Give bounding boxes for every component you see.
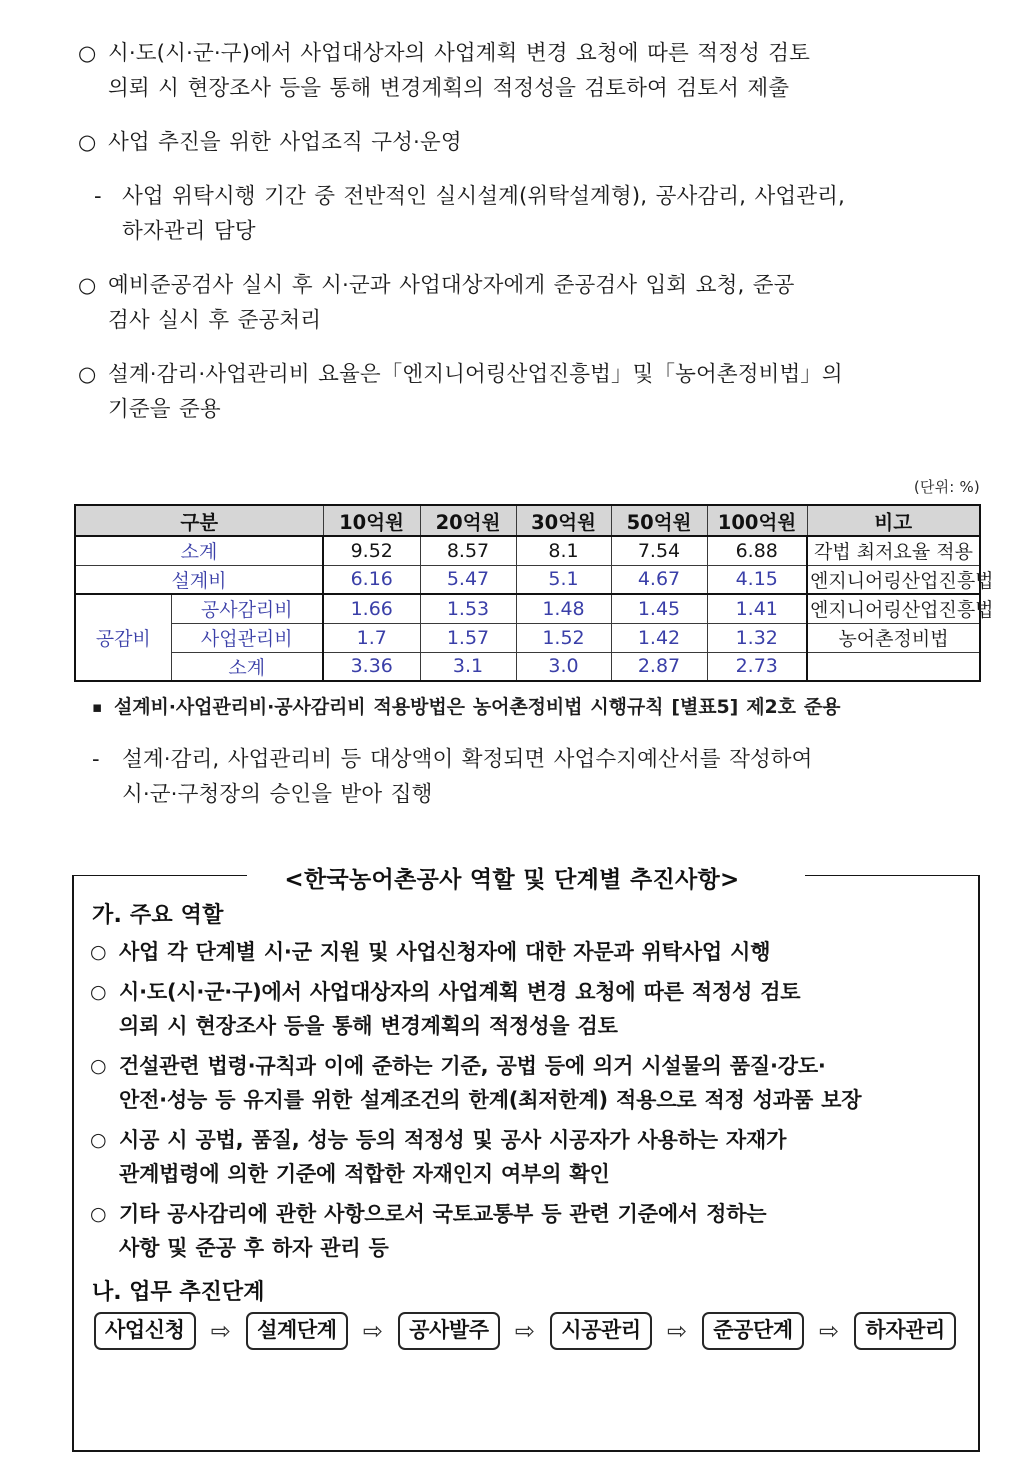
cell-value: 5.1	[516, 565, 611, 594]
header-cell-10: 10억원	[323, 505, 420, 536]
cell-remark: 엔지니어링산업진흥법	[807, 565, 980, 594]
cell-value: 7.54	[611, 536, 707, 565]
box-bullet-line-2: 사항 및 준공 후 하자 관리 등	[119, 1236, 389, 1260]
section-heading-a: 가. 주요 역할	[92, 903, 224, 928]
bullet-line-2: 검사 실시 후 준공처리	[108, 308, 322, 333]
row-label-sogye-total: 소계	[75, 536, 323, 565]
bullet-marker-circle: ○	[90, 981, 107, 1003]
cell-value: 1.45	[611, 594, 707, 623]
box-bullet-text	[119, 1049, 960, 1117]
box-bullet-text	[119, 975, 960, 1043]
cell-value: 9.52	[323, 536, 420, 565]
cell-value: 3.1	[420, 652, 516, 681]
cell-value: 1.57	[420, 623, 516, 652]
box-bullet-row	[90, 1123, 960, 1191]
flow-arrow-icon: ⇨	[210, 1317, 231, 1345]
top-bullet-section	[78, 36, 984, 427]
cell-value: 3.0	[516, 652, 611, 681]
bullet-marker-dash: -	[94, 184, 102, 208]
bullet-line-1: 예비준공검사 실시 후 시·군과 사업대상자에게 준공검사 입회 요청, 준공	[108, 273, 795, 298]
table-row	[75, 565, 980, 594]
box-bullet-text	[119, 1197, 960, 1265]
header-cell-30: 30억원	[516, 505, 611, 536]
flow-step-design[interactable]: 설계단계	[246, 1312, 348, 1350]
bullet-line-1: 시·도(시·군·구)에서 사업대상자의 사업계획 변경 요청에 따른 적정성 검토	[108, 41, 811, 66]
bullet-block	[78, 179, 984, 249]
box-bullet-line-1: 사업 각 단계별 시·군 지원 및 사업신청자에 대한 자문과 위탁사업 시행	[119, 940, 771, 964]
note-star-row	[92, 692, 982, 722]
note-line-1: 설계·감리, 사업관리비 등 대상액이 확정되면 사업수지예산서를 작성하여	[122, 747, 813, 772]
bullet-block	[78, 125, 984, 160]
cell-value: 1.48	[516, 594, 611, 623]
cell-value: 1.7	[323, 623, 420, 652]
cell-value: 4.67	[611, 565, 707, 594]
header-cell-50: 50억원	[611, 505, 707, 536]
table-row	[75, 594, 980, 623]
bullet-line-1: 설계·감리·사업관리비 요율은「엔지니어링산업진흥법」및「농어촌정비법」의	[108, 362, 843, 387]
section-a-bullets	[90, 935, 960, 1265]
boxed-section-title: <한국농어촌공사 역할 및 단계별 추진사항>	[284, 867, 740, 893]
box-bullet-row	[90, 1049, 960, 1117]
bullet-text	[108, 125, 984, 160]
table-row	[75, 623, 980, 652]
cell-remark: 각법 최저요율 적용	[807, 536, 980, 565]
bullet-block	[78, 268, 984, 338]
bullet-line-2: 기준을 준용	[108, 397, 221, 422]
section-heading-b: 나. 업무 추진단계	[92, 1280, 265, 1305]
note-dash-text	[122, 742, 982, 812]
bullet-marker-circle: ○	[90, 1129, 107, 1151]
cell-value: 2.87	[611, 652, 707, 681]
table-unit-label: (단위: %)	[913, 478, 980, 496]
box-bullet-line-2: 관계법령에 의한 기준에 적합한 자재인지 여부의 확인	[119, 1162, 610, 1186]
rate-table-container	[74, 504, 994, 682]
table-row	[75, 652, 980, 681]
header-cell-100: 100억원	[707, 505, 807, 536]
bullet-marker-circle: ○	[90, 1203, 107, 1225]
box-bullet-line-1: 건설관련 법령·규칙과 이에 준하는 기준, 공법 등에 의거 시설물의 품질·강도·	[119, 1054, 826, 1078]
cell-value: 3.36	[323, 652, 420, 681]
cell-value: 2.73	[707, 652, 807, 681]
bullet-marker-circle: ○	[90, 1055, 107, 1077]
row-label-project-mgmt-fee: 사업관리비	[171, 623, 323, 652]
bullet-marker-circle: ○	[78, 362, 97, 386]
box-bullet-row	[90, 975, 960, 1043]
bullet-marker-square: ▪	[92, 698, 103, 716]
flow-arrow-icon: ⇨	[514, 1317, 535, 1345]
note-dash-row	[92, 742, 982, 812]
flow-step-order[interactable]: 공사발주	[398, 1312, 500, 1350]
bullet-text	[108, 357, 984, 427]
cell-value: 1.42	[611, 623, 707, 652]
cell-value: 1.32	[707, 623, 807, 652]
header-cell-remark: 비고	[807, 505, 980, 536]
box-bullet-line-2: 안전·성능 등 유지를 위한 설계조건의 한계(최저한계) 적용으로 적정 성과품 보장	[119, 1088, 862, 1112]
cell-value: 1.41	[707, 594, 807, 623]
cell-value: 1.66	[323, 594, 420, 623]
cell-value: 8.1	[516, 536, 611, 565]
row-label-design-fee: 설계비	[75, 565, 323, 594]
header-cell-20: 20억원	[420, 505, 516, 536]
flow-step-completion[interactable]: 준공단계	[702, 1312, 804, 1350]
bullet-marker-circle: ○	[78, 273, 97, 297]
cell-value: 6.88	[707, 536, 807, 565]
cell-value: 5.47	[420, 565, 516, 594]
boxed-section	[72, 876, 980, 1452]
flow-arrow-icon: ⇨	[666, 1317, 688, 1345]
cell-value: 8.57	[420, 536, 516, 565]
flow-arrow-icon: ⇨	[362, 1317, 383, 1345]
flow-step-defect-mgmt[interactable]: 하자관리	[854, 1312, 956, 1350]
table-header-row	[75, 505, 980, 536]
cell-value: 1.52	[516, 623, 611, 652]
cell-value: 1.53	[420, 594, 516, 623]
bullet-marker-circle: ○	[78, 41, 97, 65]
row-label-sogye-sub: 소계	[171, 652, 323, 681]
box-bullet-text	[119, 1123, 960, 1191]
header-cell-gubun: 구분	[75, 505, 323, 536]
box-bullet-row	[90, 935, 960, 969]
bullet-line-1: 사업 추진을 위한 사업조직 구성·운영	[108, 130, 462, 155]
bullet-line-2: 하자관리 담당	[122, 219, 256, 244]
table-notes	[92, 692, 982, 812]
note-line-2: 시·군·구청장의 승인을 받아 집행	[122, 782, 433, 807]
box-bullet-row	[90, 1197, 960, 1265]
fee-rate-table	[74, 504, 994, 682]
box-bullet-line-1: 시공 시 공법, 품질, 성능 등의 적정성 및 공사 시공자가 사용하는 자재가	[119, 1128, 787, 1152]
bullet-line-1: 사업 위탁시행 기간 중 전반적인 실시설계(위탁설계형), 공사감리, 사업관리,	[122, 184, 845, 209]
box-bullet-text	[119, 935, 960, 969]
note-star-text: 설계비·사업관리비·공사감리비 적용방법은 농어촌정비법 시행규칙 [별표5] 제2호 준용	[114, 696, 841, 718]
row-label-supervision-fee: 공사감리비	[171, 594, 323, 623]
flow-arrow-icon: ⇨	[819, 1317, 840, 1345]
bullet-marker-circle: ○	[90, 941, 107, 963]
cell-remark	[807, 652, 980, 681]
bullet-marker-circle: ○	[78, 130, 97, 154]
bullet-text	[122, 179, 984, 249]
cell-value: 6.16	[323, 565, 420, 594]
row-group-label-gonggambi: 공감비	[75, 594, 171, 681]
cell-value: 4.15	[707, 565, 807, 594]
bullet-marker-dash: -	[92, 747, 100, 771]
flow-step-application[interactable]: 사업신청	[94, 1312, 196, 1350]
cell-remark: 엔지니어링산업진흥법	[807, 594, 980, 623]
cell-remark: 농어촌정비법	[807, 623, 980, 652]
bullet-text	[108, 268, 984, 338]
bullet-block	[78, 36, 984, 106]
process-flow-diagram	[90, 1310, 960, 1350]
box-bullet-line-1: 기타 공사감리에 관한 사항으로서 국토교통부 등 관련 기준에서 정하는	[119, 1202, 767, 1226]
box-bullet-line-2: 의뢰 시 현장조사 등을 통해 변경계획의 적정성을 검토	[119, 1014, 618, 1038]
bullet-block	[78, 357, 984, 427]
flow-step-construction-mgmt[interactable]: 시공관리	[550, 1312, 652, 1350]
bullet-line-2: 의뢰 시 현장조사 등을 통해 변경계획의 적정성을 검토하여 검토서 제출	[108, 76, 790, 101]
bullet-text	[108, 36, 984, 106]
box-bullet-line-1: 시·도(시·군·구)에서 사업대상자의 사업계획 변경 요청에 따른 적정성 검토	[119, 980, 801, 1004]
table-row	[75, 536, 980, 565]
